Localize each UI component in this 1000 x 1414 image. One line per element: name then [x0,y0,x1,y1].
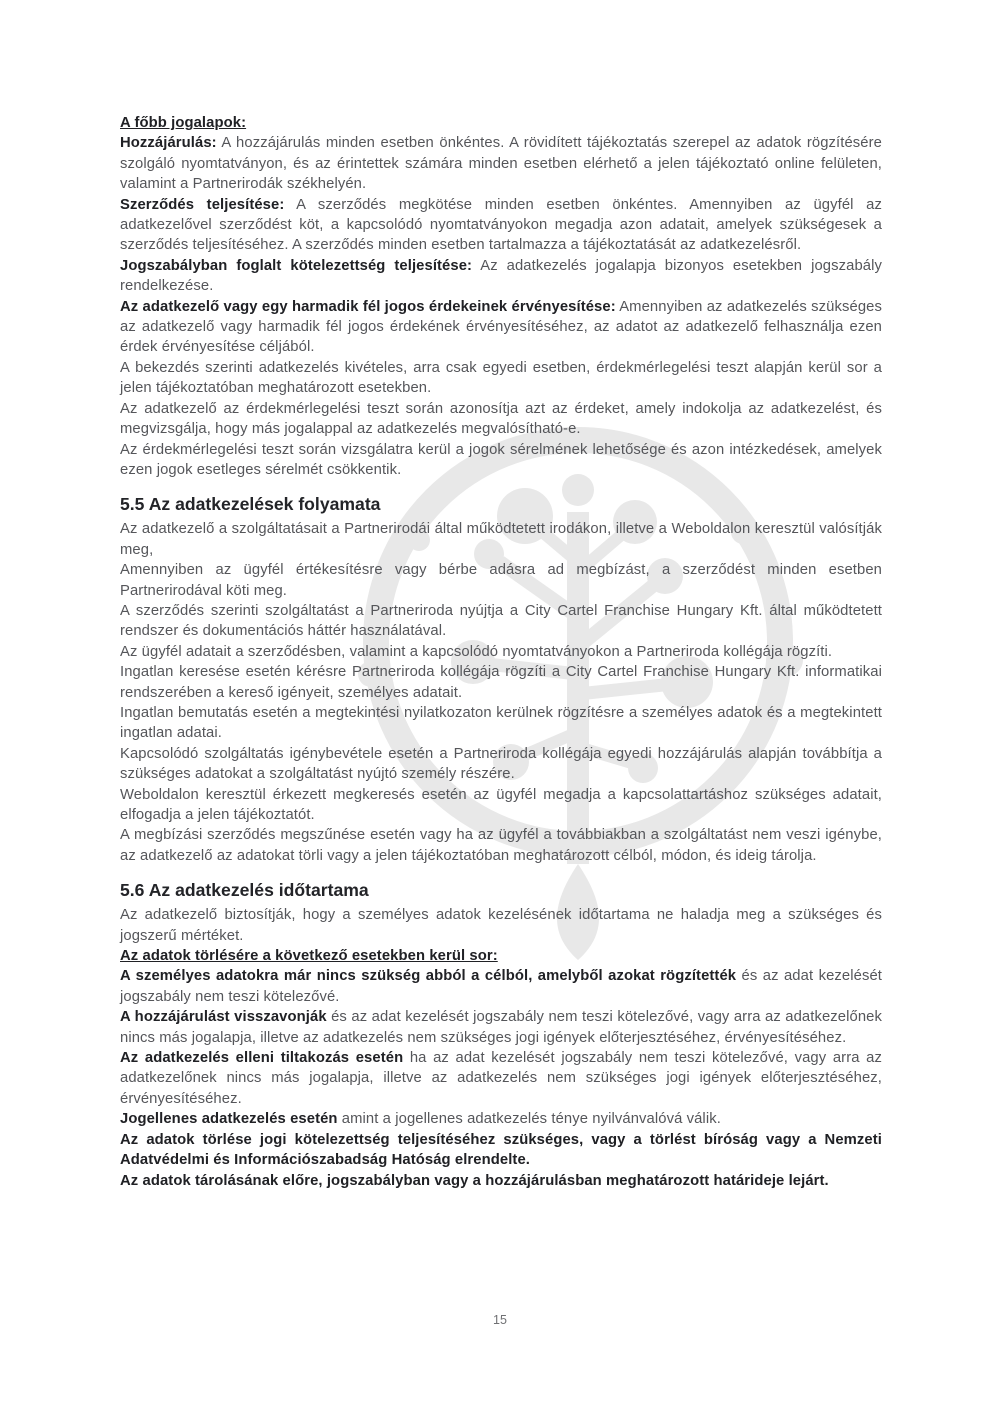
paragraph [120,905,882,946]
label-underline [120,113,882,133]
paragraph [120,358,882,399]
bold-paragraph [120,1130,882,1171]
paragraph-text: Az adatkezelő biztosítják, hogy a személyes adatok kezelésének időtartama ne haladja meg a szükséges és jogszerű mértéket. [120,907,882,944]
paragraph-text: A bekezdés szerinti adatkezelés kivételes, arra csak egyedi esetben, érdekmérlegelési teszt alapján kerül sor a jelen tájékoztatóban meghatározott esetekben. [120,359,882,397]
paragraph [120,825,882,866]
paragraph-text: Ingatlan bemutatás esetén a megtekintési nyilatkozaton kerülnek rögzítésre a személyes adatok és a megtekintett ingatlan adatai. [120,704,882,742]
paragraph [120,785,882,826]
paragraph [120,560,882,601]
bold-lead: Hozzájárulás: [120,135,217,152]
paragraph [120,642,882,662]
paragraph-text: amint a jogellenes adatkezelés ténye nyilvánvalóvá válik. [337,1111,721,1128]
paragraph-text: Az ügyfél adatait a szerződésben, valamint a kapcsolódó nyomtatványokon a Partneriroda kollégája rögzíti. [120,643,833,660]
paragraph-text: Kapcsolódó szolgáltatás igénybevétele esetén a Partneriroda kollégája egyedi hozzájárulás alapján továbbítja a szükséges adatokat a szolgáltatást nyújtó személy részére. [120,745,882,783]
paragraph-text: A hozzájárulás minden esetben önkéntes. A rövidített tájékoztatás szerepel az adatok rögzítésére szolgáló nyomtatványon, és az érintettek számára minden esetben elérhető a jelen tájékoztató online felületen, valamint a Partnerirodák székhelyén. [120,135,882,193]
paragraph [120,1007,882,1048]
bold-lead: A személyes adatokra már nincs szükség abból a célból, amelyből azokat rögzítették [120,968,737,985]
paragraph-text: Ingatlan keresése esetén kérésre Partneriroda kollégája rögzíti a City Cartel Franchise Hungary Kft. informatikai rendszerében a kereső igényeit, személyes adatait. [120,664,882,701]
paragraph-text: és az adat kezelését jogszabály nem teszi kötelezővé. [120,968,882,1005]
paragraph-text: A megbízási szerződés megszűnése esetén vagy ha az ügyfél a továbbiakban a szolgáltatást nem veszi igénybe, az adatkezelő az adatokat törli vagy a jelen tájékoztatóban meghatározott célból, módon, és ideig tárolja. [120,827,882,864]
document-content [120,113,882,1191]
bold-lead: Az adatkezelés elleni tiltakozás esetén [120,1050,404,1067]
bold-paragraph [120,1171,882,1191]
page-number: 15 [493,1313,507,1327]
paragraph [120,133,882,194]
bold-lead: A hozzájárulást visszavonják [120,1009,327,1026]
paragraph-text: és az adat kezelését jogszabály nem teszi kötelezővé, vagy arra az adatkezelőnek nincs más jogalapja, illetve az adatkezelés nem szükséges jogi igények előterjesztéséhez, érvényesítéséhez. [120,1009,882,1046]
paragraph [120,1109,882,1129]
section-heading-5-6: 5.6 Az adatkezelés időtartama [120,880,369,901]
paragraph [120,662,882,703]
paragraph [120,440,882,481]
paragraph [120,399,882,440]
paragraph [120,744,882,785]
paragraph-text: Az adatok törlése jogi kötelezettség teljesítéséhez szükséges, vagy a törlést bíróság vagy a Nemzeti Adatvédelmi és Információszabadság Hatóság elrendelte. [120,1131,882,1169]
paragraph [120,966,882,1007]
paragraph [120,195,882,256]
paragraph [120,601,882,642]
paragraph-text: Amennyiben az adatkezelés szükséges az adatkezelő vagy harmadik fél jogos érdekének érvényesítéséhez, az adatot az adatkezelő felhasználja ezen érdek érvényesítése céljából. [120,298,882,356]
label-text: Az adatok törlésére a következő esetekben kerül sor: [120,948,498,965]
paragraph-text: Az érdekmérlegelési teszt során vizsgálatra kerül a jogok sérelmének lehetősége és azon intézkedések, amelyek ezen jogok esetleges sérelmét csökkentik. [120,441,882,478]
bold-lead: Az adatkezelő vagy egy harmadik fél jogos érdekeinek érvényesítése: [120,298,616,315]
bold-lead: Jogellenes adatkezelés esetén [120,1111,338,1128]
paragraph-text: ha az adat kezelését jogszabály nem teszi kötelezővé, vagy arra az adatkezelőnek nincs más jogalapja, illetve az adatkezelés nem szükséges jogi igények előterjesztéséhez, érvényesítéséhez. [120,1050,882,1107]
bold-lead: Szerződés teljesítése: [120,196,285,213]
paragraph [120,703,882,744]
label-text: A főbb jogalapok: [120,115,247,131]
bold-lead: Jogszabályban foglalt kötelezettség teljesítése: [120,257,473,274]
paragraph [120,297,882,358]
section-heading-5-5: 5.5 Az adatkezelések folyamata [120,494,381,515]
paragraph-text: Az adatok tárolásának előre, jogszabályban vagy a hozzájárulásban meghatározott határideje lejárt. [120,1172,829,1189]
paragraph-text: Az adatkezelő a szolgáltatásait a Partnerirodái által működtetett irodákon, illetve a Weboldalon keresztül valósítják meg, [120,521,882,558]
paragraph [120,256,882,297]
paragraph [120,519,882,560]
paragraph-text: A szerződés megkötése minden esetben önkéntes. Amennyiben az ügyfél az adatkezelővel szerződést köt, a kapcsolódó nyomtatványokon megadja azon adatait, amelyek szükségesek a szerződés teljesítéséhez. A szerződés minden esetben tartalmazza a tájékoztatását az adatkezelésről. [120,196,882,254]
paragraph-text: Weboldalon keresztül érkezett megkeresés esetén az ügyfél megadja a kapcsolattartáshoz szükséges adatait, elfogadja a jelen tájékoztatót. [120,786,882,823]
paragraph [120,1048,882,1109]
paragraph-text: A szerződés szerinti szolgáltatást a Partneriroda nyújtja a City Cartel Franchise Hungary Kft. által működtetett rendszer és dokumentációs háttér használatával. [120,602,882,640]
label-underline [120,946,882,966]
paragraph-text: Amennyiben az ügyfél értékesítésre vagy bérbe adásra ad megbízást, a szerződést minden esetben Partnerirodával köti meg. [120,562,882,599]
paragraph-text: Az adatkezelő az érdekmérlegelési teszt során azonosítja azt az érdeket, amely indokolja az adatkezelést, és megvizsgálja, hogy más jogalappal az adatkezelés megvalósítható-e. [120,400,882,438]
paragraph-text: Az adatkezelés jogalapja bizonyos esetekben jogszabály rendelkezése. [120,257,882,295]
